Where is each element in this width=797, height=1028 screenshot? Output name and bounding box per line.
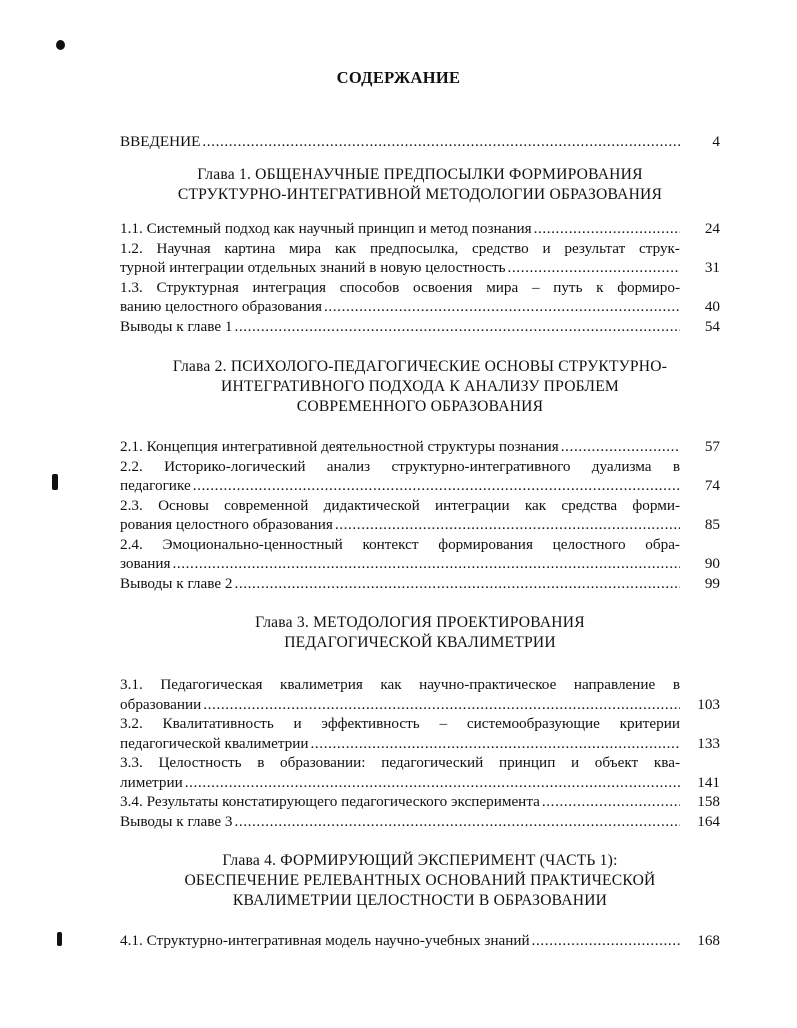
chapter-entries	[120, 437, 720, 593]
toc-entry: 2.4. Эмоционально-ценностный контекст формирования целостного обра- зования ..... 90	[120, 535, 720, 574]
toc-entry: 1.2. Научная картина мира как предпосылка, средство и результат струк- турной интеграции отдельных знаний в новую целостность ..... 31	[120, 239, 720, 278]
toc-entry: 3.3. Целостность в образовании: педагогический принцип и объект ква- лиметрии ..... 141	[120, 753, 720, 792]
toc-entry: 3.2. Квалитативность и эффективность – системообразующие критерии педагогической квалиметрии ..... 133	[120, 714, 720, 753]
page-number: 4	[712, 133, 720, 150]
page-number: 103	[697, 695, 720, 713]
toc-entry: 3.1. Педагогическая квалиметрия как научно-практическое направление в образовании ..... 103	[120, 675, 720, 714]
page-number: 141	[697, 773, 720, 791]
toc-entry: 1.3. Структурная интеграция способов освоения мира – путь к формиро- ванию целостного образования ..... 40	[120, 278, 720, 317]
page-number: 31	[704, 259, 720, 276]
toc-entry: 1.1. Системный подход как научный принцип и метод познания ..... 24	[120, 219, 720, 239]
page-number: 57	[704, 438, 720, 455]
chapter-heading: Глава 4. ФОРМИРУЮЩИЙ ЭКСПЕРИМЕНТ (ЧАСТЬ 1): ОБЕСПЕЧЕНИЕ РЕЛЕВАНТНЫХ ОСНОВАНИЙ ПРАКТИЧЕСКОЙ КВАЛИМЕТРИИ ЦЕЛОСТНОСТИ В ОБРАЗОВАНИИ	[184, 852, 656, 909]
page-title: СОДЕРЖАНИЕ	[336, 68, 461, 87]
toc-entry: 4.1. Структурно-интегративная модель научно-учебных знаний ..... 168	[120, 931, 720, 951]
chapter-heading: Глава 1. ОБЩЕНАУЧНЫЕ ПРЕДПОСЫЛКИ ФОРМИРОВАНИЯ СТРУКТУРНО-ИНТЕГРАТИВНОЙ МЕТОДОЛОГИИ ОБРАЗОВАНИЯ	[177, 166, 663, 203]
page-number: 85	[704, 516, 720, 533]
scan-mark	[57, 932, 62, 946]
page-number: 54	[704, 317, 720, 335]
toc-entry: 2.3. Основы современной дидактической интеграции как средства форми- рования целостного образования ..... 85	[120, 496, 720, 535]
page-number: 90	[704, 555, 720, 572]
page-number: 74	[704, 477, 720, 494]
toc-entry: Выводы к главе 3 ..... 164	[120, 812, 720, 832]
chapter-entries	[120, 675, 720, 831]
chapter-heading: Глава 2. ПСИХОЛОГО-ПЕДАГОГИЧЕСКИЕ ОСНОВЫ СТРУКТУРНО- ИНТЕГРАТИВНОГО ПОДХОДА К АНАЛИЗУ ПРОБЛЕМ СОВРЕМЕННОГО ОБРАЗОВАНИЯ	[172, 358, 668, 415]
chapter-entries	[120, 931, 720, 951]
toc-entry: Выводы к главе 1 ..... 54	[120, 317, 720, 337]
chapter-heading: Глава 3. МЕТОДОЛОГИЯ ПРОЕКТИРОВАНИЯ ПЕДАГОГИЧЕСКОЙ КВАЛИМЕТРИИ	[255, 614, 585, 651]
page-number: 99	[704, 574, 720, 592]
toc-intro	[120, 132, 720, 152]
toc-entry: 3.4. Результаты констатирующего педагогического эксперимента ..... 158	[120, 792, 720, 812]
scan-mark	[52, 474, 58, 490]
scan-mark	[56, 40, 65, 50]
page-number: 133	[697, 734, 720, 752]
page-number: 158	[697, 793, 720, 810]
page-number: 24	[704, 220, 720, 237]
chapter-entries	[120, 219, 720, 336]
page-number: 168	[697, 932, 720, 949]
page-number: 164	[697, 812, 720, 830]
toc-entry: Выводы к главе 2 ..... 99	[120, 574, 720, 594]
toc-entry: 2.1. Концепция интегративной деятельностной структуры познания ..... 57	[120, 437, 720, 457]
page-number: 40	[704, 298, 720, 315]
toc-entry-label: ВВЕДЕНИЕ	[120, 133, 201, 150]
toc-entry: 2.2. Историко-логический анализ структурно-интегративного дуализма в педагогике ..... 74	[120, 457, 720, 496]
